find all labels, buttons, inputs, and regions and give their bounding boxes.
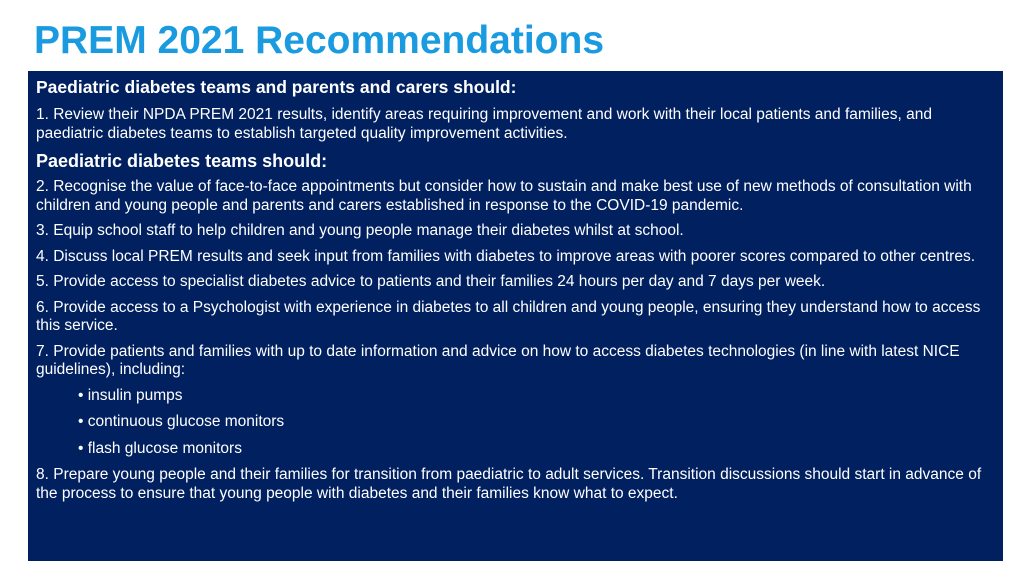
recommendation-1: 1. Review their NPDA PREM 2021 results, identify areas requiring improvement and work with their local patients and families, and paediatric diabetes teams to establish targeted quality improvement activities. xyxy=(36,106,932,142)
recommendation-3: 3. Equip school staff to help children and young people manage their diabetes whilst at school. xyxy=(36,222,684,239)
page-title: PREM 2021 Recommendations xyxy=(34,19,605,62)
section-heading-teams-and-parents: Paediatric diabetes teams and parents and carers should: xyxy=(36,77,517,97)
recommendation-4: 4. Discuss local PREM results and seek input from families with diabetes to improve areas with poorer scores compared to other centres. xyxy=(36,247,976,265)
recommendation-7: 7. Provide patients and families with up to date information and advice on how to access diabetes technologies (in line with latest NICE guidelines), including: xyxy=(36,342,960,378)
recommendation-6: 6. Provide access to a Psychologist with experience in diabetes to all children and young people, ensuring they understand how to access this service. xyxy=(36,298,981,334)
recommendation-8: 8. Prepare young people and their families for transition from paediatric to adult services. Transition discussions should start in advance of the process to ensure that young people with diabetes and their families know what to expect. xyxy=(36,466,982,502)
technology-bullet-flash-monitors: • flash glucose monitors xyxy=(78,439,242,457)
technology-bullet-cgm: • continuous glucose monitors xyxy=(78,413,285,430)
section-heading-teams: Paediatric diabetes teams should: xyxy=(36,151,328,171)
recommendations-panel xyxy=(28,71,1003,561)
recommendation-2: 2. Recognise the value of face-to-face appointments but consider how to sustain and make best use of new methods of consultation with children and young people and parents and carers established in response to the COVID-19 pandemic. xyxy=(36,178,972,214)
technology-bullet-insulin-pumps: • insulin pumps xyxy=(78,386,183,404)
recommendation-5: 5. Provide access to specialist diabetes advice to patients and their families 24 hours per day and 7 days per week. xyxy=(36,273,826,290)
